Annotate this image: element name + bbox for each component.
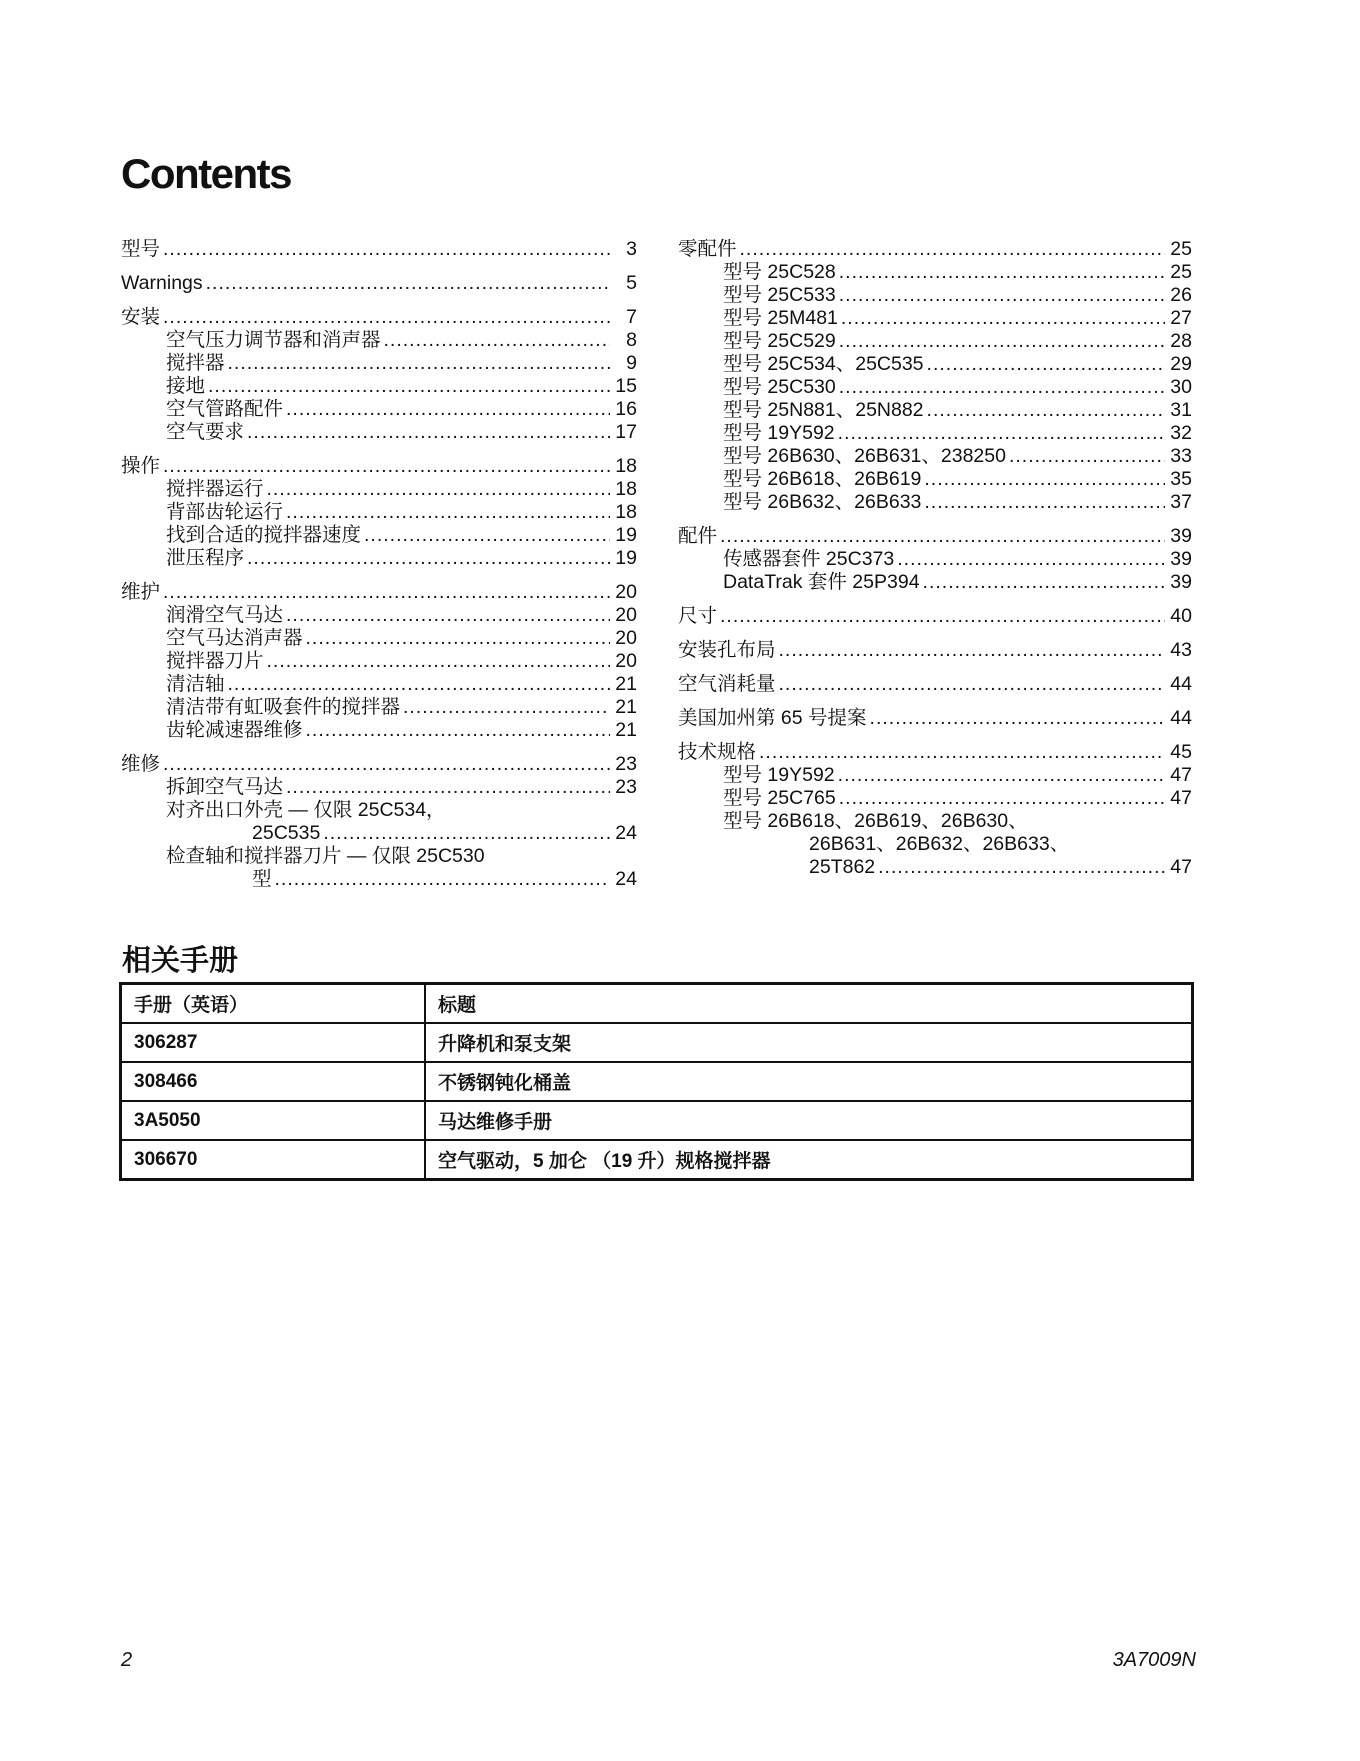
toc-leader-dots xyxy=(163,306,610,329)
toc-entry-label: 型 xyxy=(252,868,272,890)
toc-entry[interactable] xyxy=(121,650,637,673)
toc-leader-dots xyxy=(839,284,1165,307)
toc-entry-label: 空气马达消声器 xyxy=(166,627,303,649)
toc-entry-page: 27 xyxy=(1170,307,1192,329)
toc-entry[interactable] xyxy=(678,639,1192,662)
toc-entry-page: 25 xyxy=(1170,238,1192,260)
toc-entry-label: 尺寸 xyxy=(678,605,718,627)
toc-entry-page: 44 xyxy=(1170,707,1192,729)
column-header-manual: 手册（英语） xyxy=(121,984,426,1024)
toc-entry-page: 20 xyxy=(615,581,637,603)
toc-leader-dots xyxy=(247,421,610,444)
toc-entry-label: 安装 xyxy=(121,306,161,328)
toc-leader-dots xyxy=(839,787,1165,810)
toc-entry-label: 润滑空气马达 xyxy=(166,604,284,626)
toc-entry-page: 20 xyxy=(615,604,637,626)
toc-entry-label: 拆卸空气马达 xyxy=(166,776,284,798)
toc-entry-page: 18 xyxy=(615,501,637,523)
toc-entry-page: 3 xyxy=(626,238,637,260)
toc-entry-page: 15 xyxy=(615,375,637,397)
toc-entry-page: 20 xyxy=(615,650,637,672)
toc-entry[interactable] xyxy=(678,571,1192,594)
toc-entry-label: 型号 25C765 xyxy=(723,787,836,809)
toc-entry-label: 空气压力调节器和消声器 xyxy=(166,329,381,351)
toc-entry-label: 型号 xyxy=(121,238,161,260)
toc-entry[interactable] xyxy=(678,468,1192,491)
toc-leader-dots xyxy=(841,307,1165,330)
manual-number-cell: 3A5050 xyxy=(121,1101,426,1140)
toc-entry[interactable] xyxy=(678,810,1192,833)
toc-entry-label: 配件 xyxy=(678,525,718,547)
toc-entry-page: 47 xyxy=(1170,856,1192,878)
toc-entry[interactable] xyxy=(121,845,637,868)
table-row xyxy=(121,1140,1193,1180)
toc-entry-label: 泄压程序 xyxy=(166,547,245,569)
toc-entry-label: 型号 19Y592 xyxy=(723,764,835,786)
toc-entry[interactable] xyxy=(678,422,1192,445)
toc-leader-dots xyxy=(163,455,610,478)
toc-entry-label: 空气管路配件 xyxy=(166,398,284,420)
toc-entry-page: 32 xyxy=(1170,422,1192,444)
toc-leader-dots xyxy=(403,696,610,719)
toc-entry[interactable] xyxy=(121,581,637,604)
toc-entry[interactable] xyxy=(678,284,1192,307)
toc-leader-dots xyxy=(306,627,610,650)
toc-leader-dots xyxy=(206,272,610,295)
toc-leader-dots xyxy=(306,719,610,742)
toc-entry-label: 清洁轴 xyxy=(166,673,225,695)
toc-entry-label: 型号 25C534、25C535 xyxy=(723,353,924,375)
toc-entry-label: 型号 26B618、26B619 xyxy=(723,468,922,490)
toc-leader-dots xyxy=(839,330,1165,353)
toc-leader-dots xyxy=(759,741,1165,764)
toc-entry[interactable] xyxy=(121,524,637,547)
toc-entry-page: 19 xyxy=(615,524,637,546)
toc-entry[interactable] xyxy=(678,353,1192,376)
toc-leader-dots xyxy=(163,753,610,776)
toc-entry-label: 25C535 xyxy=(252,822,321,844)
page-title: Contents xyxy=(121,150,291,197)
toc-entry-page: 43 xyxy=(1170,639,1192,661)
toc-leader-dots xyxy=(275,868,610,891)
toc-entry[interactable] xyxy=(678,605,1192,628)
toc-entry-label: 维修 xyxy=(121,753,161,775)
toc-entry-page: 45 xyxy=(1170,741,1192,763)
toc-leader-dots xyxy=(838,764,1165,787)
toc-leader-dots xyxy=(228,352,610,375)
toc-entry[interactable] xyxy=(121,719,637,742)
toc-entry[interactable] xyxy=(121,673,637,696)
toc-entry[interactable] xyxy=(678,787,1192,810)
toc-entry[interactable] xyxy=(678,525,1192,548)
toc-leader-dots xyxy=(267,478,610,501)
toc-entry-page: 33 xyxy=(1170,445,1192,467)
toc-entry-label: Warnings xyxy=(121,272,203,294)
toc-entry[interactable] xyxy=(678,764,1192,787)
toc-leader-dots xyxy=(267,650,610,673)
toc-entry[interactable] xyxy=(678,376,1192,399)
toc-leader-dots xyxy=(924,468,1165,491)
toc-leader-dots xyxy=(927,353,1165,376)
toc-leader-dots xyxy=(247,547,610,570)
toc-entry-label: 型号 26B632、26B633 xyxy=(723,491,922,513)
toc-entry[interactable] xyxy=(121,822,637,845)
toc-entry-label: 搅拌器刀片 xyxy=(166,650,264,672)
toc-entry-label: 美国加州第 65 号提案 xyxy=(678,707,867,729)
toc-entry-label: 25T862 xyxy=(809,856,876,878)
toc-entry-page: 30 xyxy=(1170,376,1192,398)
toc-entry[interactable] xyxy=(121,547,637,570)
toc-entry-label: 传感器套件 25C373 xyxy=(723,548,895,570)
toc-entry[interactable] xyxy=(678,307,1192,330)
toc-entry-page: 37 xyxy=(1170,491,1192,513)
manual-title-cell: 空气驱动，5 加仑 （19 升）规格搅拌器 xyxy=(425,1140,1193,1180)
toc-entry-page: 21 xyxy=(615,696,637,718)
toc-entry-page: 16 xyxy=(615,398,637,420)
toc-entry[interactable] xyxy=(678,399,1192,422)
toc-entry-label: 清洁带有虹吸套件的搅拌器 xyxy=(166,696,401,718)
toc-leader-dots xyxy=(779,639,1165,662)
toc-leader-dots xyxy=(286,776,610,799)
toc-leader-dots xyxy=(923,571,1165,594)
toc-leader-dots xyxy=(838,422,1165,445)
toc-entry-label: 安装孔布局 xyxy=(678,639,776,661)
toc-entry-page: 21 xyxy=(615,673,637,695)
toc-entry-label: 搅拌器 xyxy=(166,352,225,374)
toc-entry-page: 23 xyxy=(615,753,637,775)
toc-leader-dots xyxy=(740,238,1165,261)
toc-entry-label: 背部齿轮运行 xyxy=(166,501,284,523)
toc-entry[interactable] xyxy=(121,272,637,295)
toc-leader-dots xyxy=(163,238,610,261)
toc-entry[interactable] xyxy=(121,799,637,822)
toc-entry[interactable] xyxy=(121,375,637,398)
toc-left-column xyxy=(121,238,637,891)
manual-title-cell: 不锈钢钝化桶盖 xyxy=(425,1062,1193,1101)
toc-entry-page: 39 xyxy=(1170,548,1192,570)
toc-entry-page: 31 xyxy=(1170,399,1192,421)
toc-entry[interactable] xyxy=(678,833,1192,856)
table-header-row xyxy=(121,984,1193,1024)
toc-leader-dots xyxy=(364,524,610,547)
toc-leader-dots xyxy=(870,707,1165,730)
toc-entry[interactable] xyxy=(678,238,1192,261)
toc-entry[interactable] xyxy=(678,445,1192,468)
toc-leader-dots xyxy=(286,604,610,627)
toc-entry-label: 型号 25C530 xyxy=(723,376,836,398)
table-row xyxy=(121,1062,1193,1101)
toc-entry[interactable] xyxy=(121,868,637,891)
toc-entry-page: 24 xyxy=(615,822,637,844)
toc-entry[interactable] xyxy=(121,398,637,421)
toc-entry-label: 技术规格 xyxy=(678,741,757,763)
toc-entry-page: 47 xyxy=(1170,787,1192,809)
toc-entry-page: 23 xyxy=(615,776,637,798)
toc-leader-dots xyxy=(286,501,610,524)
toc-leader-dots xyxy=(839,376,1165,399)
toc-leader-dots xyxy=(897,548,1165,571)
toc-entry-page: 18 xyxy=(615,478,637,500)
toc-entry[interactable] xyxy=(678,741,1192,764)
toc-entry-page: 19 xyxy=(615,547,637,569)
toc-entry-page: 47 xyxy=(1170,764,1192,786)
toc-entry[interactable] xyxy=(678,330,1192,353)
toc-entry[interactable] xyxy=(121,455,637,478)
table-row xyxy=(121,1101,1193,1140)
footer-page-number: 2 xyxy=(121,1649,133,1671)
toc-entry-label: DataTrak 套件 25P394 xyxy=(723,571,920,593)
toc-leader-dots xyxy=(720,525,1165,548)
toc-entry[interactable] xyxy=(121,501,637,524)
toc-entry-page: 24 xyxy=(615,868,637,890)
toc-entry-page: 35 xyxy=(1170,468,1192,490)
toc-entry-page: 40 xyxy=(1170,605,1192,627)
toc-entry-page: 7 xyxy=(626,306,637,328)
toc-entry-page: 21 xyxy=(615,719,637,741)
related-manuals-heading: 相关手册 xyxy=(122,945,239,977)
toc-leader-dots xyxy=(924,491,1165,514)
toc-entry-label: 空气消耗量 xyxy=(678,673,776,695)
toc-entry-label: 齿轮减速器维修 xyxy=(166,719,303,741)
toc-entry-page: 29 xyxy=(1170,353,1192,375)
toc-entry-label: 26B631、26B632、26B633、 xyxy=(809,833,1070,855)
toc-entry-page: 9 xyxy=(626,352,637,374)
toc-leader-dots xyxy=(323,822,610,845)
toc-entry[interactable] xyxy=(121,421,637,444)
toc-entry-label: 检查轴和搅拌器刀片 — 仅限 25C530 xyxy=(166,845,485,867)
toc-entry[interactable] xyxy=(121,478,637,501)
toc-entry-page: 28 xyxy=(1170,330,1192,352)
manual-title-cell: 马达维修手册 xyxy=(425,1101,1193,1140)
related-manuals-table xyxy=(119,982,1194,1181)
toc-entry[interactable] xyxy=(678,548,1192,571)
toc-entry[interactable] xyxy=(121,352,637,375)
toc-leader-dots xyxy=(779,673,1165,696)
toc-entry-label: 零配件 xyxy=(678,238,737,260)
toc-entry-label: 接地 xyxy=(166,375,206,397)
toc-entry-page: 8 xyxy=(626,329,637,351)
toc-entry-label: 维护 xyxy=(121,581,161,603)
toc-entry-page: 20 xyxy=(615,627,637,649)
toc-entry-label: 型号 25N881、25N882 xyxy=(723,399,924,421)
toc-entry-label: 型号 25C528 xyxy=(723,261,836,283)
table-row xyxy=(121,1023,1193,1062)
toc-leader-dots xyxy=(927,399,1165,422)
toc-entry[interactable] xyxy=(121,329,637,352)
toc-entry-label: 型号 26B630、26B631、238250 xyxy=(723,445,1006,467)
toc-leader-dots xyxy=(839,261,1165,284)
toc-leader-dots xyxy=(228,673,610,696)
toc-entry[interactable] xyxy=(121,238,637,261)
toc-entry-label: 空气要求 xyxy=(166,421,245,443)
toc-leader-dots xyxy=(163,581,610,604)
toc-entry[interactable] xyxy=(678,491,1192,514)
toc-entry-label: 对齐出口外壳 — 仅限 25C534， xyxy=(166,799,446,821)
manual-number-cell: 308466 xyxy=(121,1062,426,1101)
manual-title-cell: 升降机和泵支架 xyxy=(425,1023,1193,1062)
toc-entry[interactable] xyxy=(678,707,1192,730)
toc-entry-page: 5 xyxy=(626,272,637,294)
toc-entry-page: 39 xyxy=(1170,571,1192,593)
toc-entry[interactable] xyxy=(121,753,637,776)
toc-entry-page: 17 xyxy=(615,421,637,443)
toc-entry[interactable] xyxy=(121,696,637,719)
manual-number-cell: 306670 xyxy=(121,1140,426,1180)
toc-entry-label: 搅拌器运行 xyxy=(166,478,264,500)
toc-entry[interactable] xyxy=(121,604,637,627)
column-header-title: 标题 xyxy=(425,984,1193,1024)
toc-entry[interactable] xyxy=(121,627,637,650)
toc-entry[interactable] xyxy=(678,673,1192,696)
toc-leader-dots xyxy=(720,605,1165,628)
toc-leader-dots xyxy=(1009,445,1165,468)
toc-entry[interactable] xyxy=(121,306,637,329)
toc-leader-dots xyxy=(286,398,610,421)
toc-entry[interactable] xyxy=(678,261,1192,284)
toc-right-column xyxy=(678,238,1192,879)
toc-entry-label: 操作 xyxy=(121,455,161,477)
toc-entry-label: 型号 25C533 xyxy=(723,284,836,306)
toc-entry-label: 型号 25M481 xyxy=(723,307,838,329)
toc-entry-page: 25 xyxy=(1170,261,1192,283)
toc-leader-dots xyxy=(208,375,610,398)
manual-number-cell: 306287 xyxy=(121,1023,426,1062)
toc-entry-label: 型号 19Y592 xyxy=(723,422,835,444)
toc-leader-dots xyxy=(878,856,1165,879)
footer-document-id: 3A7009N xyxy=(1112,1649,1196,1671)
toc-entry[interactable] xyxy=(121,776,637,799)
toc-entry-label: 找到合适的搅拌器速度 xyxy=(166,524,362,546)
toc-entry-page: 44 xyxy=(1170,673,1192,695)
toc-entry[interactable] xyxy=(678,856,1192,879)
toc-leader-dots xyxy=(384,329,610,352)
toc-entry-page: 26 xyxy=(1170,284,1192,306)
toc-entry-label: 型号 26B618、26B619、26B630、 xyxy=(723,810,1028,832)
toc-entry-page: 18 xyxy=(615,455,637,477)
toc-entry-label: 型号 25C529 xyxy=(723,330,836,352)
toc-entry-page: 39 xyxy=(1170,525,1192,547)
